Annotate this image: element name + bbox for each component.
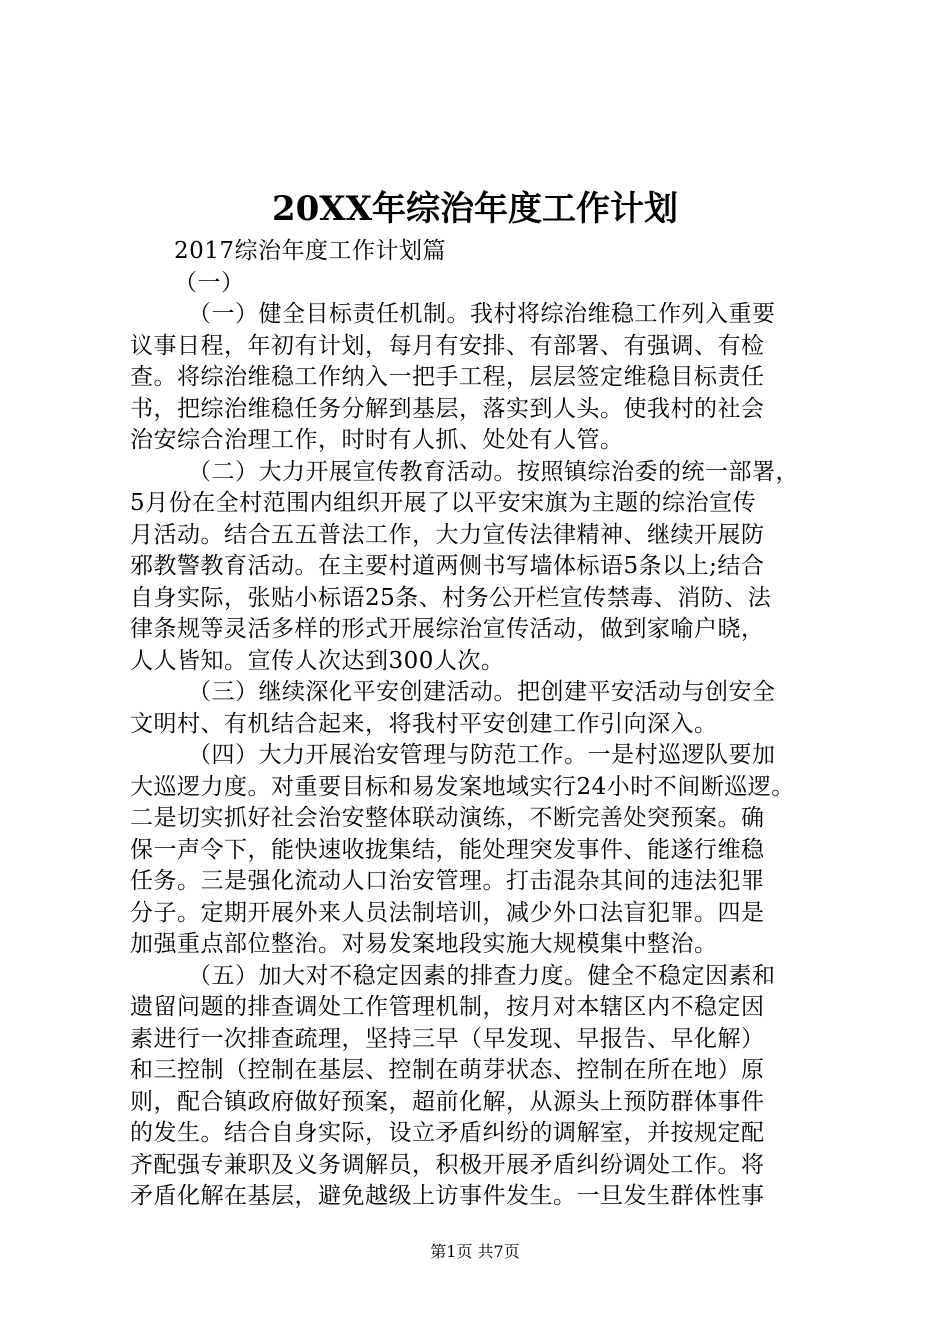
paragraph-4-line: 任务。三是强化流动人口治安管理。打击混杂其间的违法犯罪 [130,868,765,894]
paragraph-2-line: （二）大力开展宣传教育活动。按照镇综治委的统一部署， [188,458,799,485]
paragraph-2-line: 律条规等灵活多样的形式开展综治宣传活动，做到家喻户晓， [130,616,765,642]
paragraph-5-line: 素进行一次排查疏理，坚持三早（早发现、早报告、早化解） [130,1025,765,1052]
paragraph-5-line: （五）加大对不稳定因素的排查力度。健全不稳定因素和 [188,962,776,989]
paragraph-5-line: 齐配强专兼职及义务调解员，积极开展矛盾纠纷调处工作。将 [130,1151,765,1178]
paragraph-4-line: 加强重点部位整治。对易发案地段实施大规模集中整治。 [130,931,718,957]
document-subtitle: 2017综治年度工作计划篇 [174,238,447,264]
document-body [130,236,830,1213]
paragraph-1-line: 议事日程，年初有计划，每月有安排、有部署、有强调、有检 [130,332,765,359]
paragraph-2-line: 自身实际，张贴小标语25条、村务公开栏宣传禁毒、消防、法 [130,584,772,611]
paragraph-3-line: （三）继续深化平安创建活动。把创建平安活动与创安全 [188,679,776,705]
paragraph-5-line: 则，配合镇政府做好预案，超前化解，从源头上预防群体事件 [130,1088,765,1115]
paragraph-1-line: 书，把综治维稳任务分解到基层，落实到人头。使我村的社会 [130,395,765,422]
paragraph-5-line: 的发生。结合自身实际，设立矛盾纠纷的调解室，并按规定配 [130,1120,765,1146]
paragraph-2-line: 人人皆知。宣传人次达到300人次。 [130,647,505,674]
paragraph-2-line: 邪教警教育活动。在主要村道两侧书写墙体标语5条以上;结合 [130,553,765,579]
paragraph-5-line: 和三控制（控制在基层、控制在萌芽状态、控制在所在地）原 [130,1057,765,1083]
paragraph-4-line: （四）大力开展治安管理与防范工作。一是村巡逻队要加 [188,742,776,768]
paragraph-4-line: 分子。定期开展外来人员法制培训，减少外口法盲犯罪。四是 [130,899,765,926]
paragraph-4-line: 保一声令下，能快速收拢集结，能处理突发事件、能遂行维稳 [130,836,765,863]
paragraph-2-line: 5月份在全村范围内组织开展了以平安宋旗为主题的综治宣传 [130,490,757,516]
paragraph-4-line: 大巡逻力度。对重要目标和易发案地域实行24小时不间断巡逻。 [130,773,795,800]
document-title: 20XX年综治年度工作计划 [271,189,679,229]
paragraph-1-line: （一）健全目标责任机制。我村将综治维稳工作列入重要 [188,301,776,327]
paragraph-2-line: 月活动。结合五五普法工作，大力宣传法律精神、继续开展防 [130,521,765,548]
page-number-footer: 第1页 共7页 [430,1242,520,1261]
paragraph-5-line: 矛盾化解在基层，避免越级上访事件发生。一旦发生群体性事 [130,1183,765,1209]
paragraph-5-line: 遗留问题的排查调处工作管理机制，按月对本辖区内不稳定因 [130,994,765,1020]
section-marker: （一） [174,269,245,296]
paragraph-1-line: 治安综合治理工作，时时有人抓、处处有人管。 [130,427,624,453]
paragraph-1-line: 查。将综治维稳工作纳入一把手工程，层层签定维稳目标责任 [130,364,765,390]
paragraph-3-line: 文明村、有机结合起来，将我村平安创建工作引向深入。 [130,710,718,737]
paragraph-4-line: 二是切实抓好社会治安整体联动演练，不断完善处突预案。确 [130,805,765,831]
